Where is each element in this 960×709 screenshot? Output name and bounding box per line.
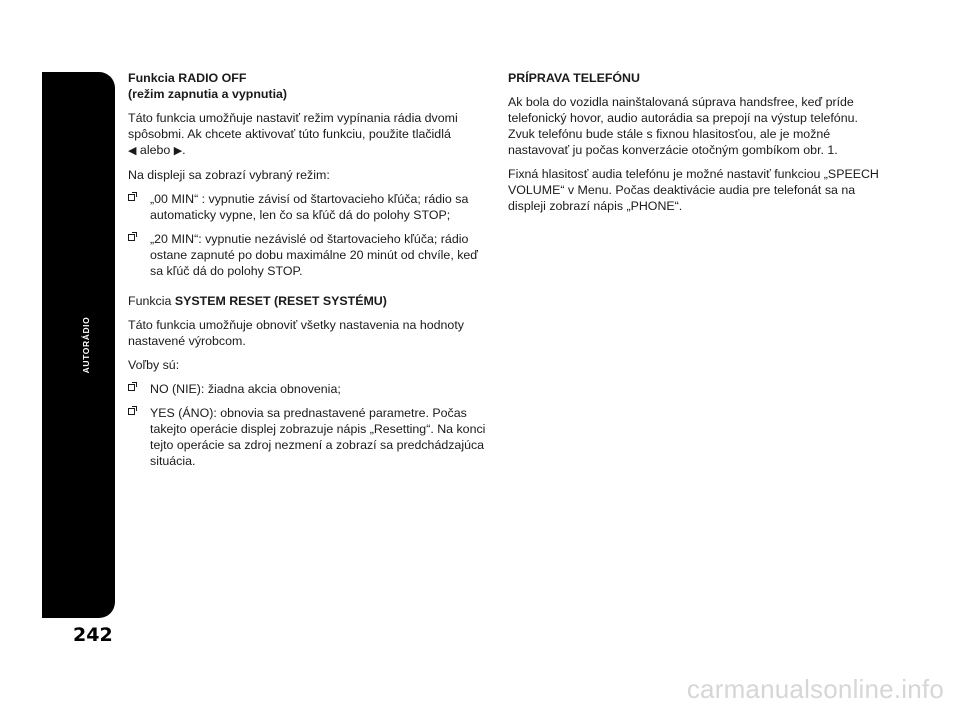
radio-off-subtitle: (režim zapnutia a vypnutia) — [128, 87, 288, 101]
bullet-text: „00 MIN“ : vypnutie závisí od štartovacieho kľúča; rádio sa automaticky vypne, len čo sa kľúč dá do polohy STOP; — [150, 192, 469, 222]
phone-prep-paragraph-1: Ak bola do vozidla nainštalovaná súprava handsfree, keď príde telefonický hovor, audio autorádia sa prepojí na výstup telefónu. Zvuk telefónu bude stále s fixnou hlasitosťou, ale je možné nastavovať ju počas konverzácie otočným gombíkom obr. 1. — [508, 95, 858, 157]
list-item — [128, 381, 488, 397]
options-intro: Voľby sú: — [128, 358, 180, 372]
reset-paragraph: Táto funkcia umožňuje obnoviť všetky nastavenia na hodnoty nastavené výrobcom. — [128, 318, 464, 348]
display-mode-intro: Na displeji sa zobrazí vybraný režim: — [128, 168, 330, 182]
page-number: 242 — [73, 624, 113, 646]
checkbox-bullet-icon — [128, 234, 135, 241]
bullet-text: YES (ÁNO): obnovia sa prednastavené parametre. Počas takejto operácie displej zobrazuje nápis „Resetting“. Na konci tejto operácie sa zdroj nezmení a zobrazí sa predchádzajúca situácia. — [150, 406, 486, 468]
watermark: carmanualsonline.info — [686, 674, 944, 704]
list-item — [128, 405, 488, 469]
radio-off-heading — [128, 70, 488, 102]
bullet-text: „20 MIN“: vypnutie nezávislé od štartovacieho kľúča; rádio ostane zapnuté po dobu maximálne 20 minút od chvíle, keď sa kľúč dá do polohy STOP. — [150, 232, 478, 278]
phone-prep-paragraph-2: Fixná hlasitosť audia telefónu je možné nastaviť funkciou „SPEECH VOLUME“ v Menu. Počas deaktivácie audia pre telefonát sa na displeji zobrazí nápis „PHONE“. — [508, 167, 879, 213]
period: . — [182, 143, 186, 157]
right-arrow-icon: ▶ — [173, 145, 183, 157]
reset-heading — [128, 293, 488, 309]
radio-off-paragraph — [128, 110, 488, 159]
phone-prep-heading: PRÍPRAVA TELEFÓNU — [508, 71, 640, 85]
list-item — [128, 231, 488, 279]
checkbox-bullet-icon — [128, 384, 135, 391]
left-column — [128, 70, 488, 477]
checkbox-bullet-icon — [128, 408, 135, 415]
checkbox-bullet-icon — [128, 194, 135, 201]
reset-heading-prefix: Funkcia — [128, 294, 175, 308]
left-arrow-icon: ◀ — [128, 145, 137, 157]
radio-off-title: Funkcia RADIO OFF — [128, 71, 247, 85]
section-side-tab — [42, 72, 115, 618]
reset-heading-bold: SYSTEM RESET (RESET SYSTÉMU) — [174, 294, 387, 308]
radio-off-text: Táto funkcia umožňuje nastaviť režim vypínania rádia dvomi spôsobmi. Ak chcete aktivovať túto funkciu, použite tlačidlá — [128, 111, 458, 141]
bullet-text: NO (NIE): žiadna akcia obnovenia; — [150, 382, 341, 396]
right-column — [508, 70, 880, 222]
section-label: AUTORÁDIO — [81, 316, 91, 374]
alebo-word: alebo — [139, 143, 171, 157]
list-item — [128, 191, 488, 223]
